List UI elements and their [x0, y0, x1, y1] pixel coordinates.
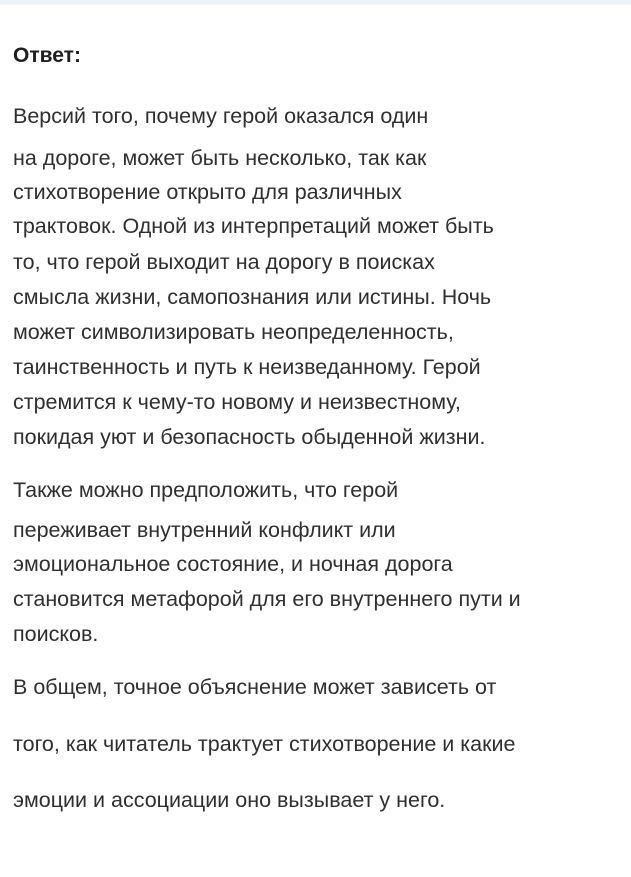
top-strip: [0, 0, 631, 5]
text-line: смысла жизни, самопознания или истины. Ночь: [13, 285, 492, 309]
text-line: переживает внутренний конфликт или: [13, 518, 396, 542]
text-line: может символизировать неопределенность,: [13, 320, 454, 344]
text-line: того, как читатель трактует стихотворение и какие: [13, 732, 516, 756]
text-line: эмоциональное состояние, и ночная дорога: [13, 552, 453, 576]
text-line: Также можно предположить, что герой: [13, 478, 399, 502]
text-line: трактовок. Одной из интерпретаций может быть: [13, 214, 494, 238]
text-line: покидая уют и безопасность обыденной жизни.: [13, 425, 486, 449]
text-line: на дороге, может быть несколько, так как: [13, 146, 427, 170]
answer-heading: Ответ:: [13, 44, 81, 67]
text-line: В общем, точное объяснение может зависеть от: [13, 675, 497, 699]
text-line: поисков.: [13, 622, 99, 646]
text-line: становится метафорой для его внутреннего пути и: [13, 587, 521, 611]
text-line: то, что герой выходит на дорогу в поисках: [13, 250, 435, 274]
text-line: Версий того, почему герой оказался один: [13, 104, 429, 128]
text-line: таинственность и путь к неизведанному. Герой: [13, 355, 481, 379]
text-line: эмоции и ассоциации оно вызывает у него.: [13, 788, 446, 812]
text-line: стихотворение открыто для различных: [13, 180, 402, 204]
text-line: стремится к чему-то новому и неизвестному,: [13, 390, 461, 414]
